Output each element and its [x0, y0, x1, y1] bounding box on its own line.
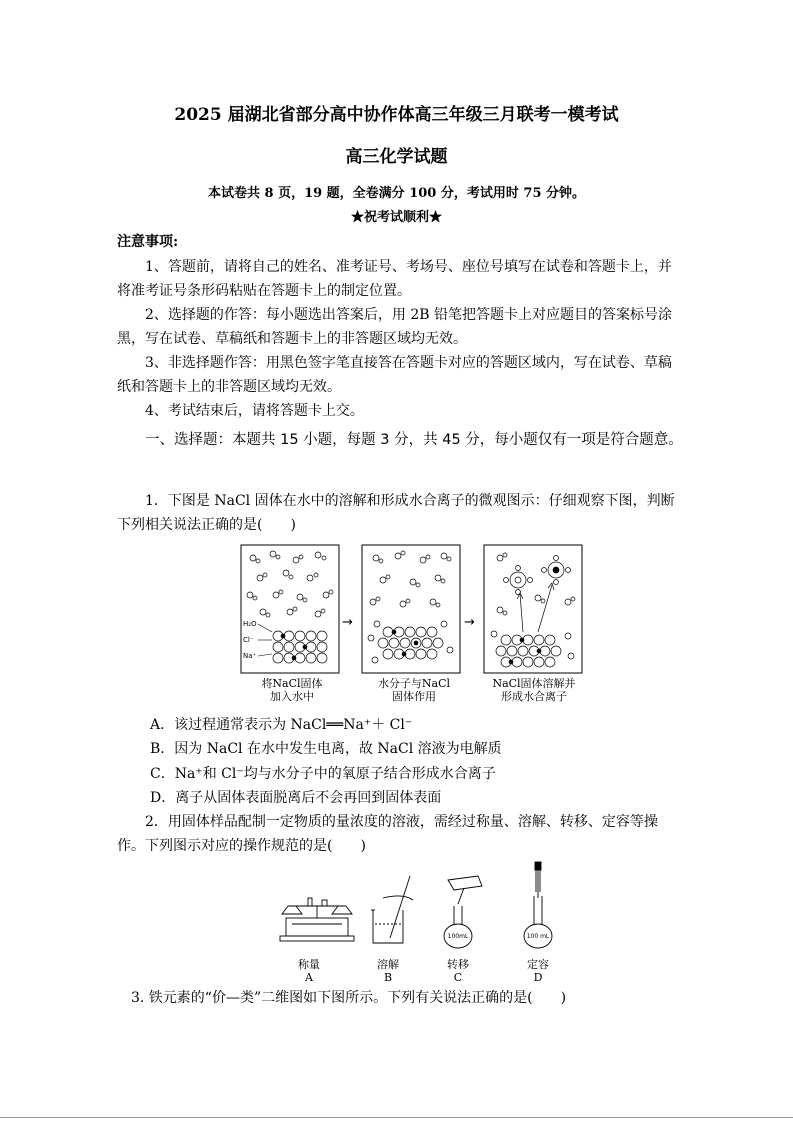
flask-c-label: 100mL — [447, 933, 469, 940]
notice-item-3: 3、非选择题作答：用黑色签字笔直接答在答题卡对应的答题区域内，写在试卷、草稿纸和答题卡上的非答题区域均无效。 — [117, 355, 672, 395]
label-na: Na⁺ — [243, 652, 257, 660]
q1-option-d: D．离子从固体表面脱离后不会再回到固体表面 — [150, 790, 442, 806]
beaker-icon — [371, 876, 413, 943]
q1-caption-1: 将NaCl固体 加入水中 — [261, 677, 323, 703]
q2-caption-b: 溶解 B — [377, 958, 399, 984]
q1-option-c: C．Na⁺和 Cl⁻均与水分子中的氧原子结合形成水合离子 — [150, 766, 496, 782]
q2-caption-d: 定容 D — [527, 958, 549, 984]
panel-3-crystal — [491, 631, 574, 667]
balance-icon — [280, 898, 354, 941]
flask-d-label: 100 mL — [526, 933, 550, 940]
notice-item-2: 2、选择题的作答：每小题选出答案后，用 2B 铅笔把答题卡上对应题目的答案标号涂黑，写在试卷、草稿纸和答题卡上的非答题区域均无效。 — [117, 307, 673, 347]
panel-3-hydrated-ions — [497, 553, 575, 615]
page-bottom-border — [0, 1117, 793, 1118]
label-h2o: H₂O — [243, 620, 257, 628]
panel-2-molecules — [370, 551, 451, 607]
q1-caption-3: NaCl固体溶解并 形成水合离子 — [492, 677, 576, 703]
notice-heading: 注意事项: — [117, 234, 179, 250]
panel-3-arrows — [517, 583, 554, 632]
panel-1-molecules — [247, 551, 333, 617]
q1-option-a: A．该过程通常表示为 NaCl══Na⁺＋ Cl⁻ — [150, 717, 413, 733]
exam-info: 本试卷共 8 页，19 题，全卷满分 100 分，考试用时 75 分钟。 — [207, 186, 586, 201]
q2-caption-c: 转移 C — [447, 958, 469, 984]
subject-title: 高三化学试题 — [345, 147, 448, 167]
exam-wish: ★祝考试顺利★ — [350, 210, 442, 225]
q3-stem: 3. 铁元素的“价—类”二维图如下图所示。下列有关说法正确的是( ) — [131, 990, 567, 1006]
section-heading: 一、选择题：本题共 15 小题，每题 3 分，共 45 分，每小题仅有一项是符合题意。 — [145, 432, 683, 448]
panel-2-crystal — [368, 621, 453, 663]
q1-caption-2: 水分子与NaCl 固体作用 — [377, 677, 451, 703]
arrow-2: → — [464, 615, 475, 630]
q1-stem: 1．下图是 NaCl 固体在水中的溶解和形成水合离子的微观图示：仔细观察下图，判断下列相关说法正确的是( ) — [117, 493, 675, 533]
panel-1-crystal — [273, 631, 327, 663]
q1-option-b: B．因为 NaCl 在水中发生电离，故 NaCl 溶液为电解质 — [150, 741, 502, 757]
q2-operation-figure — [268, 858, 568, 968]
q2-caption-a: 称量 A — [298, 958, 320, 984]
notice-item-1: 1、答题前，请将自己的姓名、准考证号、考场号、座位号填写在试卷和答题卡上，并将准考证号条形码粘贴在答题卡上的制定位置。 — [117, 259, 672, 299]
q2-stem: 2．用固体样品配制一定物质的量浓度的溶液，需经过称量、溶解、转移、定容等操作。下列图示对应的操作规范的是( ) — [117, 814, 658, 854]
label-cl: Cl⁻ — [243, 636, 254, 644]
exam-title: 2025 届湖北省部分高中协作体高三年级三月联考一模考试 — [174, 105, 619, 125]
notice-item-4: 4、考试结束后，请将答题卡上交。 — [145, 403, 364, 419]
arrow-1: → — [342, 615, 353, 630]
